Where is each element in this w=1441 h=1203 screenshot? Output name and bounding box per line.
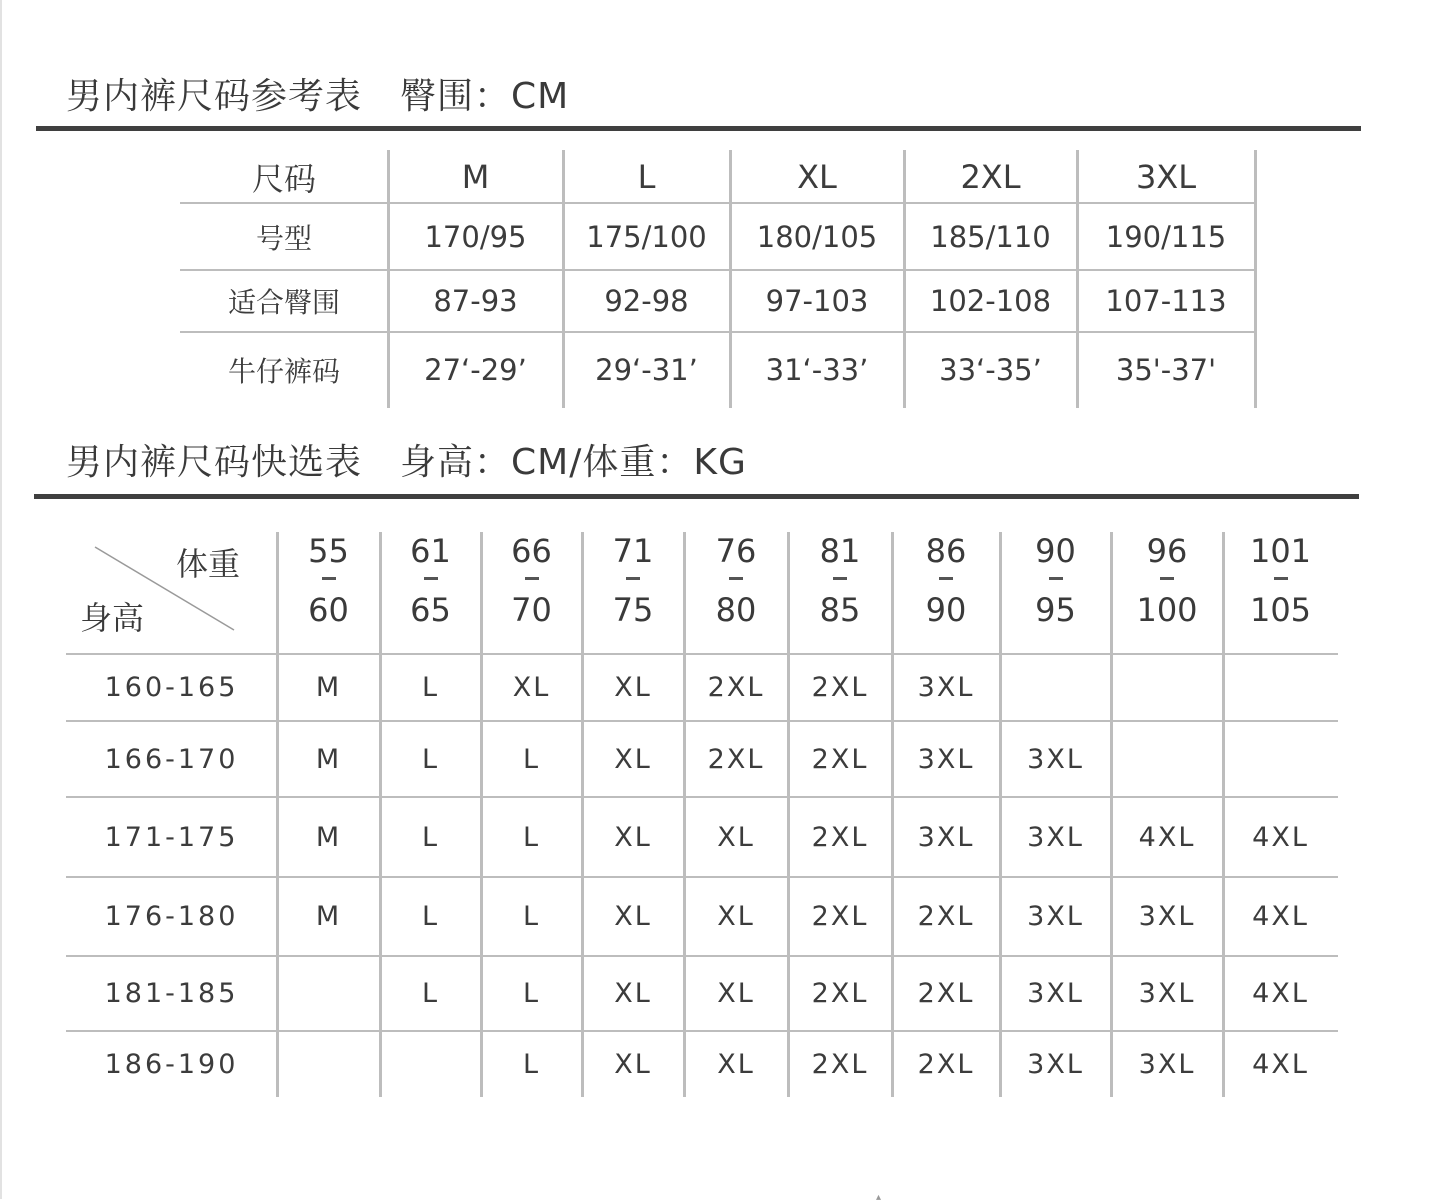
weight-range-from: 55 (308, 532, 349, 570)
size-header-label: 尺码 (251, 159, 316, 198)
size-cell (1223, 654, 1338, 721)
size-cell: 4XL (1252, 978, 1309, 1009)
size-cell: 2XL (811, 901, 869, 932)
size-cell: M (315, 672, 342, 703)
size-cell: 3XL (1138, 1048, 1196, 1080)
size-cell: 2XL (811, 743, 869, 775)
size-cell: 2XL (707, 743, 765, 775)
size-cell: XL (717, 1048, 755, 1080)
size-cell: 3XL (1138, 978, 1196, 1009)
size-header-cell: L (637, 157, 656, 196)
size-cell: 2XL (811, 978, 869, 1009)
table-cell: 97-103 (765, 284, 869, 318)
table-cell: 31‘-33’ (765, 353, 869, 387)
size-cell: XL (614, 978, 652, 1009)
table-cell: 29‘-31’ (595, 353, 698, 387)
size-cell: XL (614, 1048, 652, 1080)
size-cell: XL (614, 743, 652, 775)
weight-range-header (1000, 532, 1111, 635)
weight-range-to: 70 (511, 591, 552, 629)
weight-range-header (582, 532, 684, 635)
reference-table-heading (66, 68, 569, 119)
weight-range-header (1111, 532, 1223, 635)
weight-range-to: 80 (715, 591, 757, 629)
size-cell: 4XL (1252, 901, 1309, 932)
size-cell: XL (717, 978, 755, 1009)
weight-range-to: 105 (1249, 591, 1312, 629)
size-header-cell: 2XL (960, 157, 1021, 196)
weight-range-from: 90 (1035, 532, 1076, 570)
size-cell: M (315, 821, 342, 853)
size-header-cell: 3XL (1135, 157, 1197, 196)
weight-range-to: 90 (925, 591, 967, 629)
weight-range-from: 86 (925, 532, 967, 570)
size-cell: L (421, 978, 440, 1009)
size-cell: 3XL (917, 821, 975, 853)
size-cell: 2XL (707, 672, 765, 703)
size-cell: L (421, 821, 440, 853)
size-cell: 3XL (1027, 901, 1084, 932)
weight-range-to: 75 (612, 591, 654, 629)
size-cell: 2XL (811, 672, 869, 703)
height-range-label: 160-165 (104, 672, 239, 703)
quick-select-rule (34, 494, 1359, 499)
weight-range-dash (1274, 577, 1288, 580)
size-cell: 2XL (811, 1048, 869, 1080)
table-cell: 87-93 (433, 284, 518, 318)
table-cell: 102-108 (929, 284, 1052, 318)
size-cell: L (421, 743, 440, 775)
left-border (0, 0, 2, 1199)
size-cell: 2XL (917, 978, 975, 1009)
weight-range-from: 101 (1249, 532, 1312, 570)
size-cell: XL (614, 672, 652, 703)
weight-range-header (277, 532, 380, 635)
size-cell: 3XL (1027, 1048, 1084, 1080)
size-cell: XL (717, 821, 755, 853)
weight-range-to: 95 (1035, 591, 1076, 629)
corner-weight-label: 体重 (176, 545, 241, 583)
weight-range-header (892, 532, 1000, 635)
quick-select-heading (66, 434, 747, 485)
size-header-cell: XL (797, 157, 837, 196)
weight-range-to: 65 (410, 591, 451, 629)
size-cell: 3XL (1027, 743, 1084, 775)
height-range-label: 166-170 (104, 743, 239, 775)
quick-select-unit: 身高：CM/体重：KG (400, 442, 747, 483)
size-cell (1000, 654, 1111, 721)
weight-range-dash (322, 577, 336, 580)
size-cell: 3XL (917, 743, 975, 775)
size-cell: 2XL (917, 901, 975, 932)
size-header-cell: M (461, 157, 490, 196)
size-cell: 3XL (917, 672, 975, 703)
size-cell: 2XL (811, 821, 869, 853)
weight-range-dash (833, 577, 847, 580)
size-cell: L (421, 672, 440, 703)
weight-range-header (481, 532, 582, 635)
size-cell: 3XL (1027, 978, 1084, 1009)
size-cell: 4XL (1252, 1048, 1309, 1080)
table-cell: 170/95 (424, 219, 527, 254)
size-cell: XL (614, 901, 652, 932)
table-cell: 35'-37' (1115, 353, 1217, 387)
height-range-label: 186-190 (104, 1048, 239, 1080)
size-cell: M (315, 743, 342, 775)
size-cell (277, 956, 380, 1031)
size-cell: L (522, 743, 541, 775)
weight-range-to: 60 (308, 591, 349, 629)
weight-range-from: 96 (1146, 532, 1188, 570)
size-cell: 3XL (1027, 821, 1084, 853)
table-cell: 190/115 (1105, 219, 1227, 254)
size-cell (380, 1031, 481, 1097)
size-cell: L (421, 901, 440, 932)
weight-range-dash (1049, 577, 1063, 580)
weight-range-dash (424, 577, 438, 580)
row-label: 牛仔裤码 (227, 355, 340, 388)
weight-range-header (1223, 532, 1338, 635)
size-cell (1111, 654, 1223, 721)
size-cell: 4XL (1252, 821, 1309, 853)
weight-range-dash (729, 577, 743, 580)
weight-range-dash (626, 577, 640, 580)
weight-range-from: 71 (612, 532, 654, 570)
size-cell: L (522, 901, 541, 932)
size-cell: L (522, 821, 541, 853)
bottom-mark: ▴ (876, 1192, 882, 1203)
size-cell: XL (614, 821, 652, 853)
size-cell (1111, 721, 1223, 797)
size-cell: 4XL (1138, 821, 1196, 853)
weight-range-to: 85 (819, 591, 861, 629)
table-cell: 33‘-35’ (939, 353, 1042, 387)
size-cell (277, 1031, 380, 1097)
quick-select-title: 男内裤尺码快选表 (66, 442, 363, 483)
size-cell: 3XL (1138, 901, 1196, 932)
table-cell: 27‘-29’ (424, 353, 527, 387)
weight-range-dash (525, 577, 539, 580)
weight-range-dash (939, 577, 953, 580)
table-cell: 180/105 (756, 219, 878, 254)
size-cell: L (522, 978, 541, 1009)
table-cell: 107-113 (1105, 284, 1227, 318)
size-cell: L (522, 1048, 541, 1080)
table-cell: 185/110 (930, 219, 1051, 254)
height-range-label: 181-185 (104, 978, 239, 1009)
height-range-label: 176-180 (104, 901, 239, 932)
weight-range-to: 100 (1136, 591, 1198, 629)
height-range-label: 171-175 (104, 821, 239, 853)
size-cell: XL (512, 672, 551, 703)
row-label: 号型 (255, 221, 312, 255)
weight-range-header (684, 532, 788, 635)
reference-table-title: 男内裤尺码参考表 (66, 76, 363, 117)
weight-range-header (380, 532, 481, 635)
corner-height-label: 身高 (80, 599, 145, 637)
table-cell: 175/100 (586, 219, 707, 254)
size-cell: XL (717, 901, 755, 932)
size-cell (1223, 721, 1338, 797)
weight-range-from: 81 (819, 532, 861, 570)
weight-range-from: 76 (715, 532, 757, 570)
corner-diagonal-line (94, 546, 236, 632)
weight-range-header (788, 532, 892, 635)
row-label: 适合臀围 (227, 286, 340, 319)
size-cell: M (315, 901, 342, 932)
weight-range-from: 66 (511, 532, 552, 570)
reference-table-rule (36, 126, 1361, 131)
weight-range-from: 61 (410, 532, 451, 570)
size-cell: 2XL (917, 1048, 975, 1080)
weight-range-dash (1160, 577, 1174, 580)
reference-table-unit: 臀围：CM (400, 76, 570, 117)
table-cell: 92-98 (604, 284, 689, 318)
